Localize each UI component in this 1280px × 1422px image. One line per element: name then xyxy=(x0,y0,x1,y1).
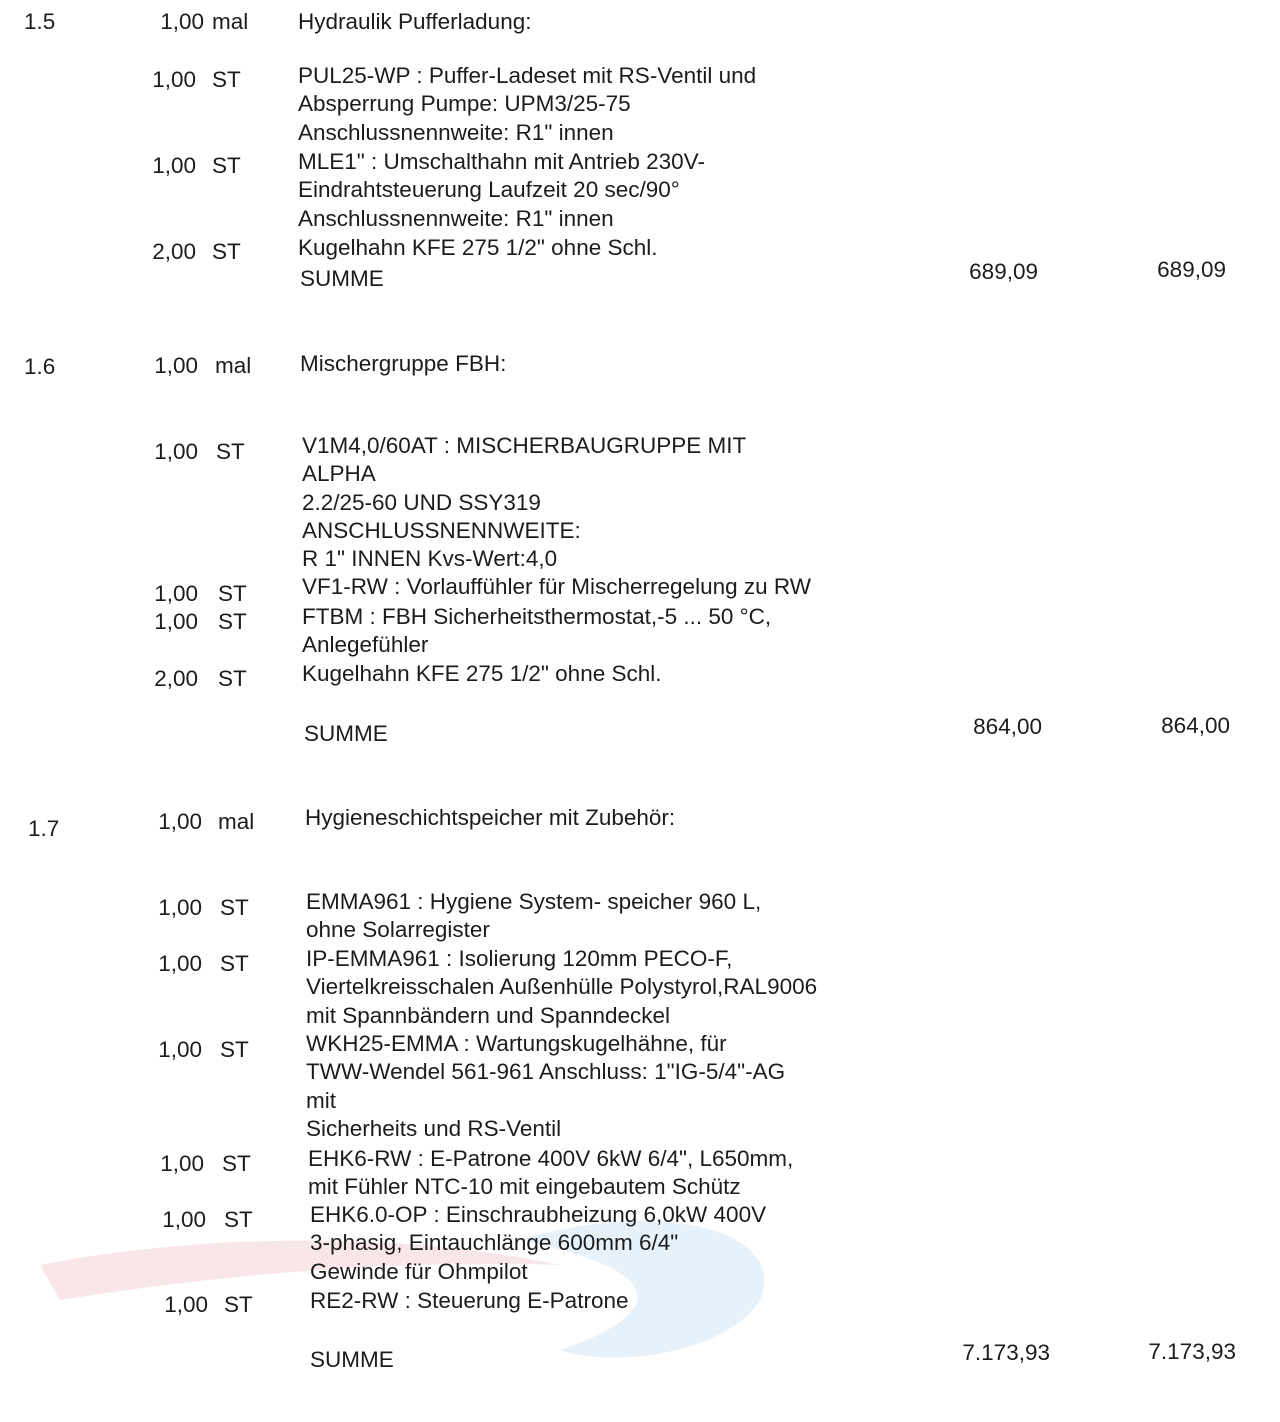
position-unit: mal xyxy=(215,353,252,378)
item-unit: ST xyxy=(212,239,241,264)
item-quantity: 1,00 xyxy=(152,67,196,92)
item-unit: ST xyxy=(212,67,241,92)
item-description: VF1-RW : Vorlauffühler für Mischerregelung zu RW xyxy=(302,574,811,599)
item-quantity: 1,00 xyxy=(162,1207,206,1232)
total-price: 864,00 xyxy=(1161,713,1230,738)
item-quantity: 1,00 xyxy=(152,153,196,178)
item-unit: ST xyxy=(220,895,249,920)
unit-price: 7.173,93 xyxy=(962,1340,1050,1365)
item-quantity: 2,00 xyxy=(152,239,196,264)
position-quantity: 1,00 xyxy=(154,353,198,378)
item-description: RE2-RW : Steuerung E-Patrone xyxy=(310,1288,629,1313)
item-quantity: 1,00 xyxy=(158,951,202,976)
item-quantity: 2,00 xyxy=(154,666,198,691)
total-price: 7.173,93 xyxy=(1148,1339,1236,1364)
item-unit: ST xyxy=(224,1292,253,1317)
item-quantity: 1,00 xyxy=(154,609,198,634)
position-unit: mal xyxy=(212,9,249,34)
item-quantity: 1,00 xyxy=(154,439,198,464)
item-unit: ST xyxy=(216,439,245,464)
item-unit: ST xyxy=(218,609,247,634)
summe-label: SUMME xyxy=(300,266,384,291)
position-number: 1.6 xyxy=(24,354,56,379)
section-title: Mischergruppe FBH: xyxy=(300,351,507,376)
item-unit: ST xyxy=(220,951,249,976)
item-description: Kugelhahn KFE 275 1/2" ohne Schl. xyxy=(298,235,658,260)
item-unit: ST xyxy=(220,1037,249,1062)
item-quantity: 1,00 xyxy=(154,581,198,606)
item-description: WKH25-EMMA : Wartungskugelhähne, für TWW-Wendel 561-961 Anschluss: 1"IG-5/4"-AG mit Sicherheits und RS-Ventil xyxy=(306,1031,786,1141)
position-unit: mal xyxy=(218,809,255,834)
position-number: 1.7 xyxy=(28,816,60,841)
position-quantity: 1,00 xyxy=(158,809,202,834)
item-description: EHK6.0-OP : Einschraubheizung 6,0kW 400V 3-phasig, Eintauchlänge 600mm 6/4" Gewinde für Ohmpilot xyxy=(310,1202,767,1284)
item-description: EHK6-RW : E-Patrone 400V 6kW 6/4", L650mm, mit Fühler NTC-10 mit eingebautem Schütz xyxy=(308,1146,794,1200)
section-title: Hydraulik Pufferladung: xyxy=(298,9,532,34)
position-number: 1.5 xyxy=(24,9,56,34)
item-description: EMMA961 : Hygiene System- speicher 960 L, ohne Solarregister xyxy=(306,889,762,943)
position-quantity: 1,00 xyxy=(160,9,204,34)
item-unit: ST xyxy=(212,153,241,178)
item-description: V1M4,0/60AT : MISCHERBAUGRUPPE MIT ALPHA 2.2/25-60 UND SSY319 ANSCHLUSSNENNWEITE: R 1" INNEN Kvs-Wert:4,0 xyxy=(302,433,747,572)
item-quantity: 1,00 xyxy=(158,1037,202,1062)
item-description: PUL25-WP : Puffer-Ladeset mit RS-Ventil und Absperrung Pumpe: UPM3/25-75 Anschlussnennweite: R1" innen xyxy=(298,63,757,145)
item-unit: ST xyxy=(224,1207,253,1232)
item-description: MLE1" : Umschalthahn mit Antrieb 230V- Eindrahtsteuerung Laufzeit 20 sec/90° Anschlussnennweite: R1" innen xyxy=(298,149,705,231)
item-unit: ST xyxy=(218,581,247,606)
unit-price: 689,09 xyxy=(969,259,1038,284)
summe-label: SUMME xyxy=(310,1347,394,1372)
section-title: Hygieneschichtspeicher mit Zubehör: xyxy=(305,805,676,830)
item-quantity: 1,00 xyxy=(164,1292,208,1317)
item-unit: ST xyxy=(222,1151,251,1176)
item-quantity: 1,00 xyxy=(158,895,202,920)
item-description: FTBM : FBH Sicherheitsthermostat,-5 ... 50 °C, Anlegefühler xyxy=(302,604,772,658)
unit-price: 864,00 xyxy=(973,714,1042,739)
item-description: IP-EMMA961 : Isolierung 120mm PECO-F, Viertelkreisschalen Außenhülle Polystyrol,RAL9006 mit Spannbändern und Spanndeckel xyxy=(306,946,818,1028)
item-description: Kugelhahn KFE 275 1/2" ohne Schl. xyxy=(302,661,662,686)
item-unit: ST xyxy=(218,666,247,691)
item-quantity: 1,00 xyxy=(160,1151,204,1176)
total-price: 689,09 xyxy=(1157,257,1226,282)
summe-label: SUMME xyxy=(304,721,388,746)
